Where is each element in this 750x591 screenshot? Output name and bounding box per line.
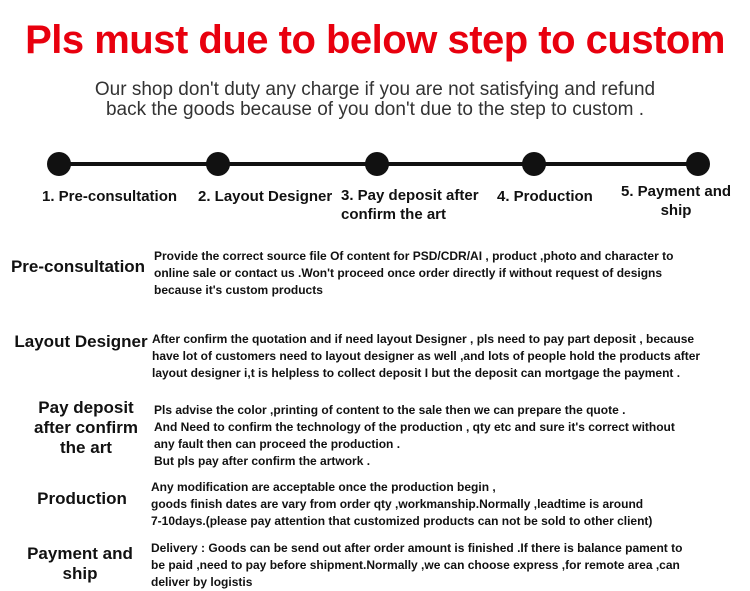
timeline-dot-2 — [206, 152, 230, 176]
section-body-layout-designer: After confirm the quotation and if need layout Designer , pls need to pay part deposit , because have lot of customers need to layout designer as well ,and lots of people hold the products after layout designer i,t is helpless to collect deposit I but the deposit can mortgage the payment . — [152, 332, 701, 380]
section-title-pay-deposit: Pay deposit after confirm the art — [34, 398, 138, 457]
notice-line: Our shop don't duty any charge if you are not satisfying and refund — [94, 79, 656, 100]
section-body-pre-consultation: Provide the correct source file Of content for PSD/CDR/AI , product ,photo and character to online sale or contact us .Won't proceed once order directly if without request of designs because it's custom products — [154, 249, 674, 297]
section-body-production: Any modification are acceptable once the production begin , goods finish dates are vary from order qty ,workmanship.Normally ,leadtime is around 7-10days.(please pay attention that customized products can not be sold to other client) — [151, 480, 653, 528]
section-body-pay-deposit: Pls advise the color ,printing of content to the sale then we can prepare the quote . And Need to confirm the technology of the production , qty etc and sure it's correct without any fault then can proceed the production . But pls pay after confirm the artwork . — [154, 403, 675, 468]
step-timeline — [0, 150, 750, 180]
section-title-production: Production — [37, 489, 127, 508]
notice-line: back the goods because of you don't due to the step to custom . — [105, 99, 645, 120]
timeline-dot-1 — [47, 152, 71, 176]
step-label-2: 2. Layout Designer — [198, 188, 333, 205]
section-title-pre-consultation: Pre-consultation — [10, 257, 146, 276]
step-label-3: 3. Pay deposit after confirm the art — [341, 187, 479, 223]
page-title: Pls must due to below step to custom — [25, 18, 725, 62]
timeline-dot-5 — [686, 152, 710, 176]
timeline-dot-3 — [365, 152, 389, 176]
section-body-payment-and-ship: Delivery : Goods can be send out after order amount is finished .If there is balance pament to be paid ,need to pay before shipment.Normally ,we can choose express ,for remote area ,can deliver by logistis — [151, 541, 683, 589]
step-label-5: 5. Payment and ship — [621, 183, 732, 219]
timeline-dot-4 — [522, 152, 546, 176]
step-label-4: 4. Production — [497, 188, 593, 205]
notice-subtitle — [0, 80, 750, 120]
step-label-1: 1. Pre-consultation — [42, 188, 178, 205]
section-title-payment-and-ship: Payment and ship — [27, 544, 133, 583]
section-title-layout-designer: Layout Designer — [14, 332, 148, 351]
